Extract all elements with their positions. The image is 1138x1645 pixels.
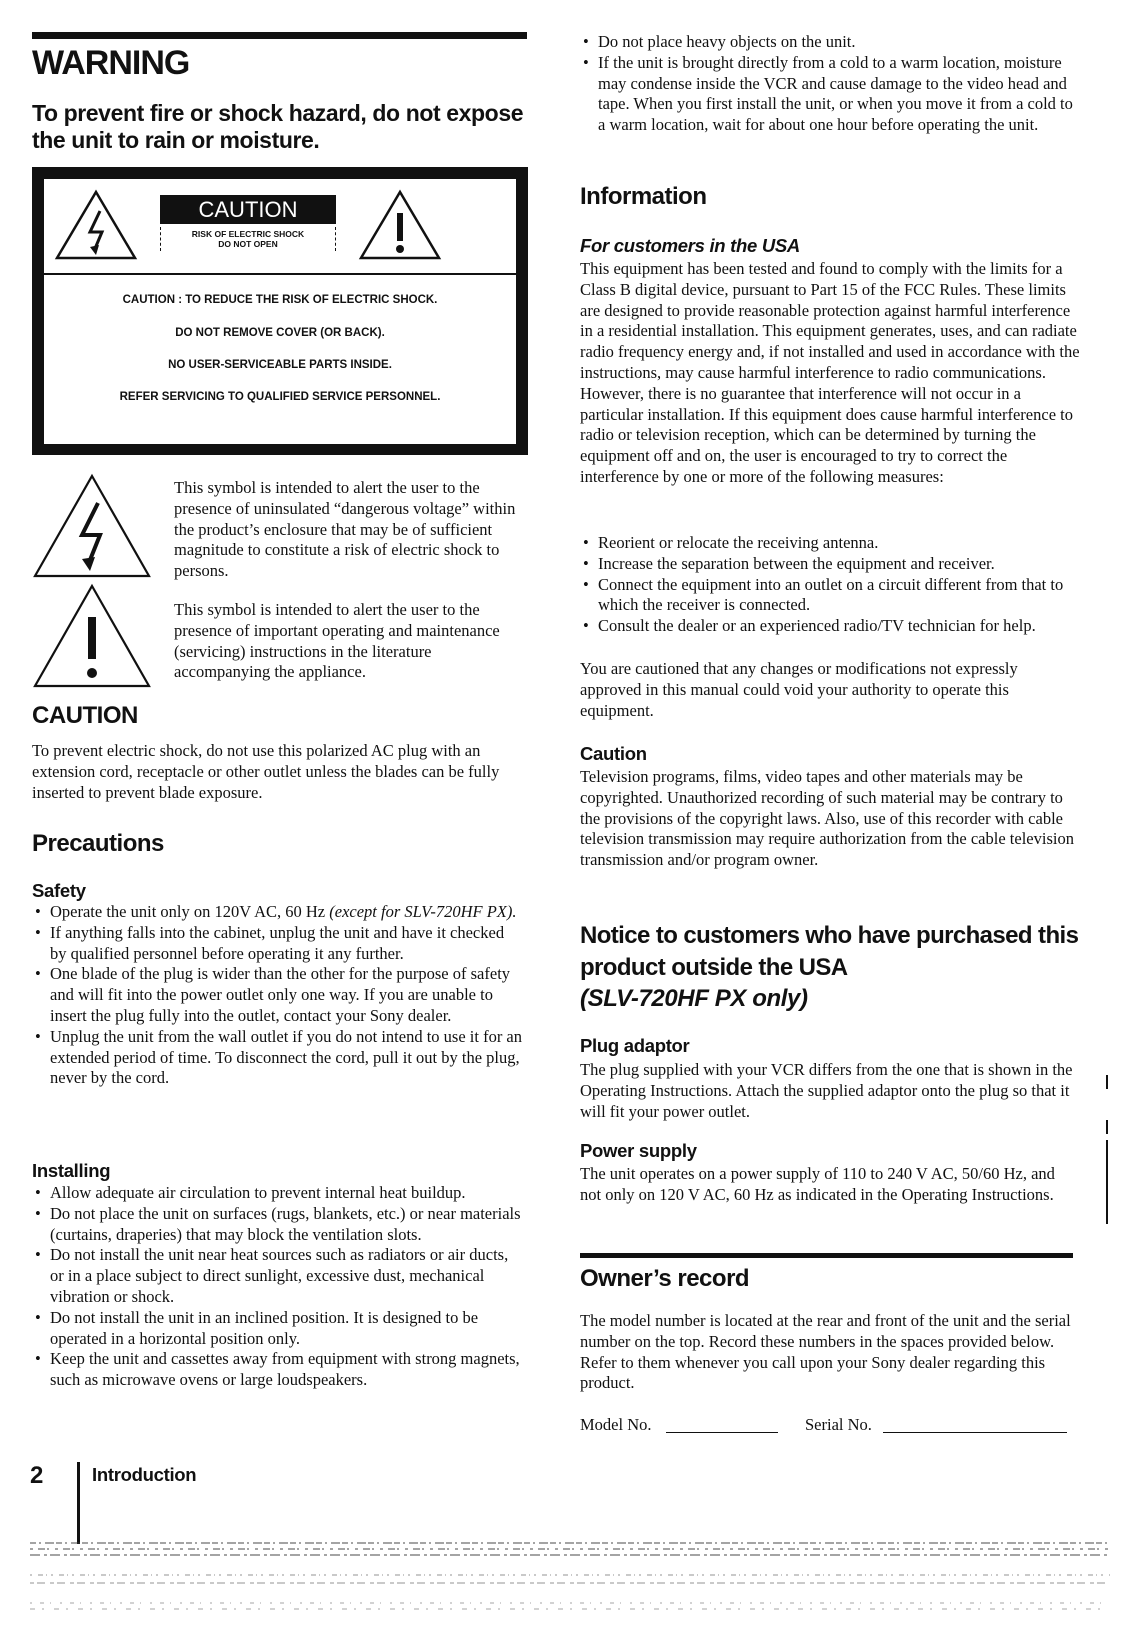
model-no-label: Model No. [580,1415,652,1434]
notice-title: Notice to customers who have purchased this product outside the USA [580,922,1079,981]
safety-item-2: • One blade of the plug is wider than the other for the purpose of safety and will fit into the power outlet only one way. If you are unable to insert the plug fully into the outlet, contact your Sony dealer. [32,964,522,1026]
right-top-item-1: • If the unit is brought directly from a cold to a warm location, moisture may condense inside the VCR and cause damage to the video head and tape. When you first install the unit, or when you move it from a cold to a warm location, wait for about one hour before operating the unit. [580,53,1080,136]
caution-section-text: To prevent electric shock, do not use this polarized AC plug with an extension cord, receptacle or other outlet unless the blades can be fully inserted to prevent blade exposure. [32,741,500,802]
scan-mark-2 [1106,1120,1108,1134]
installing-item-1: • Do not place the unit on surfaces (rugs, blankets, etc.) or near materials (curtains, draperies) that may block the ventilation slots. [32,1204,522,1246]
exclamation-warning-icon [358,189,442,261]
information-title: Information [580,183,707,210]
information-item-3: • Consult the dealer or an experienced radio/TV technician for help. [580,616,1080,637]
lightning-warning-icon [54,189,138,261]
caution-line-3: NO USER-SERVICEABLE PARTS INSIDE. [168,359,392,371]
caution-line-2: DO NOT REMOVE COVER (OR BACK). [175,327,385,339]
owners-record-title: Owner’s record [580,1265,750,1292]
scan-noise-band [0,1525,1138,1645]
information-subtitle: For customers in the USA [580,235,800,256]
caution-box-small2: DO NOT OPEN [218,239,278,249]
safety-title: Safety [32,880,86,901]
lightning-symbol-text: This symbol is intended to alert the user to the presence of uninsulated “dangerous voltage” within the product’s enclosure that may be of sufficient magnitude to constitute a risk of electric shock to persons. [174,478,516,581]
installing-item-0: • Allow adequate air circulation to prevent internal heat buildup. [32,1183,522,1204]
warning-subtitle: To prevent fire or shock hazard, do not expose the unit to rain or moisture. [32,100,524,153]
safety-item-0: • Operate the unit only on 120V AC, 60 Hz (except for SLV-720HF PX). [32,902,522,923]
installing-list [32,1183,522,1391]
caution-box-small-border [160,227,336,251]
serial-no-field[interactable] [883,1432,1067,1433]
scan-mark-3 [1106,1140,1108,1224]
power-supply-title: Power supply [580,1140,697,1161]
information-para1: This equipment has been tested and found to comply with the limits for a Class B digital device, pursuant to Part 15 of the FCC Rules. These limits are designed to provide reasonable protection against harmful interference in a residential installation. This equipment generates, uses, and can radiate radio frequency energy and, if not installed and used in accordance with the instructions, may cause harmful interference to radio communications. However, there is no guarantee that interference will not occur in a particular installation. If this equipment does cause harmful interference to radio or television reception, which can be determined by turning the equipment off and on, the user is encouraged to try to correct the interference by one or more of the following measures: [580,259,1080,486]
safety-item-3: • Unplug the unit from the wall outlet if you do not intend to use it for an extended period of time. To disconnect the cord, pull it out by the plug, never by the cord. [32,1027,522,1089]
caution-box-small1: RISK OF ELECTRIC SHOCK [191,229,305,239]
information-list [580,533,1080,637]
right-top-item-0: • Do not place heavy objects on the unit. [580,32,1080,53]
information-item-1: • Increase the separation between the equipment and receiver. [580,554,1080,575]
top-rule-left [32,32,527,39]
caution-box-divider [44,273,516,275]
installing-title: Installing [32,1160,111,1181]
caution-line-1: CAUTION : TO REDUCE THE RISK OF ELECTRIC SHOCK. [122,294,438,306]
precautions-title: Precautions [32,830,164,857]
warning-title: WARNING [32,44,190,82]
safety-item-1: • If anything falls into the cabinet, unplug the unit and have it checked by qualified personnel before operating it any further. [32,923,522,965]
installing-item-3: • Do not install the unit in an inclined position. It is designed to be operated in a horizontal position only. [32,1308,522,1350]
information-item-2: • Connect the equipment into an outlet on a circuit different from that to which the receiver is connected. [580,575,1080,617]
owners-record-rule [580,1253,1073,1258]
serial-no-label: Serial No. [805,1415,872,1434]
footer-section: Introduction [92,1464,197,1485]
caution-line-4: REFER SERVICING TO QUALIFIED SERVICE PERSONNEL. [119,391,441,403]
exclamation-symbol-icon [32,583,152,689]
safety-list [32,902,522,1089]
caution-section-title: CAUTION [32,702,138,729]
caution-box [32,167,528,455]
notice-model: (SLV-720HF PX only) [580,985,808,1012]
right-top-list [580,32,1080,136]
caution2-title: Caution [580,743,647,764]
model-no-field[interactable] [666,1432,778,1433]
page-number: 2 [30,1462,44,1489]
exclamation-symbol-text: This symbol is intended to alert the user to the presence of important operating and maintenance (servicing) instructions in the literature accompanying the appliance. [174,600,500,682]
plug-adaptor-text: The plug supplied with your VCR differs from the one that is shown in the Operating Instructions. Attach the supplied adaptor onto the plug so that it will fit your power outlet. [580,1060,1073,1121]
plug-adaptor-title: Plug adaptor [580,1035,690,1056]
installing-item-2: • Do not install the unit near heat sources such as radiators or air ducts, or in a place subject to direct sunlight, excessive dust, mechanical vibration or shock. [32,1245,522,1307]
owners-record-text: The model number is located at the rear and front of the unit and the serial number on the top. Record these numbers in the spaces provided below. Refer to them whenever you call upon your Sony dealer regarding this product. [580,1311,1071,1393]
power-supply-text: The unit operates on a power supply of 110 to 240 V AC, 50/60 Hz, and not only on 120 V AC, 60 Hz as indicated in the Operating Instructions. [580,1164,1055,1204]
caution-box-label: CAUTION [160,195,336,224]
scan-mark-1 [1106,1075,1108,1089]
information-item-0: • Reorient or relocate the receiving antenna. [580,533,1080,554]
lightning-symbol-icon [32,473,152,579]
safety-item-0-model: (except for SLV-720HF PX). [329,902,517,921]
caution2-text: Television programs, films, video tapes and other materials may be copyrighted. Unauthorized recording of such material may be contrary to the provisions of the copyright laws. Also, use of this recorder with cable television transmission may require authorization from the cable television transmission and/or program owner. [580,767,1074,870]
information-para2: You are cautioned that any changes or modifications not expressly approved in this manual could void your authority to operate this equipment. [580,659,1018,720]
installing-item-4: • Keep the unit and cassettes away from equipment with strong magnets, such as microwave ovens or large loudspeakers. [32,1349,522,1391]
